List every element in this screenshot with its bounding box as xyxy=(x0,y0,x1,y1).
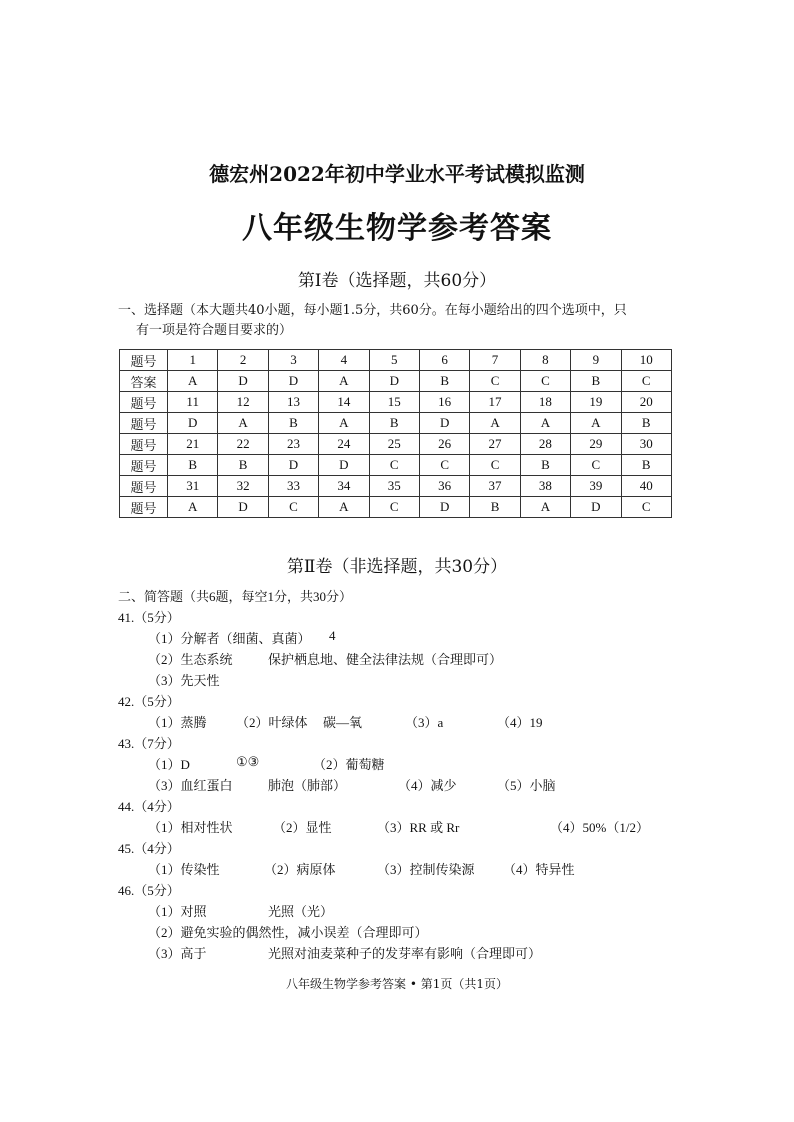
table-cell: B xyxy=(218,455,268,476)
table-row-header: 题号 xyxy=(120,434,168,455)
table-cell: A xyxy=(168,371,218,392)
q46-answer-1b: 光照（光） xyxy=(268,904,334,919)
table-row xyxy=(120,392,672,413)
q43-answer-4: （4）减少 xyxy=(398,778,457,793)
table-cell: B xyxy=(369,413,419,434)
table-cell: 38 xyxy=(520,476,570,497)
table-cell: B xyxy=(621,413,671,434)
q43-answer-3: （3）血红蛋白 xyxy=(148,778,233,793)
table-cell: C xyxy=(268,497,318,518)
q44-answer-3: （3）RR 或 Rr xyxy=(377,820,460,835)
table-row xyxy=(120,434,672,455)
table-cell: A xyxy=(168,497,218,518)
part2-heading: 第Ⅱ卷（非选择题，共30分） xyxy=(286,557,508,577)
table-cell: 21 xyxy=(168,434,218,455)
table-row xyxy=(120,497,672,518)
table-cell: B xyxy=(520,455,570,476)
table-cell: 39 xyxy=(571,476,621,497)
q46-answer-3b: 光照对油麦菜种子的发芽率有影响（合理即可） xyxy=(268,946,542,961)
q43-title: 43.（7分） xyxy=(118,736,180,751)
table-cell: 27 xyxy=(470,434,520,455)
table-cell: 32 xyxy=(218,476,268,497)
table-cell: B xyxy=(571,371,621,392)
section1-instructions: 一、选择题（本大题共40小题，每小题1.5分，共60分。在每小题给出的四个选项中，只 xyxy=(118,303,627,318)
table-cell: 16 xyxy=(419,392,469,413)
table-cell: 24 xyxy=(319,434,369,455)
table-cell: 12 xyxy=(218,392,268,413)
table-cell: D xyxy=(268,455,318,476)
table-cell: 30 xyxy=(621,434,671,455)
table-cell: A xyxy=(571,413,621,434)
table-cell: A xyxy=(319,497,369,518)
table-cell: 25 xyxy=(369,434,419,455)
table-row-header: 题号 xyxy=(120,413,168,434)
table-cell: 29 xyxy=(571,434,621,455)
q42-answer-2b: 碳—氧 xyxy=(323,715,363,730)
table-cell: 11 xyxy=(168,392,218,413)
q45-answer-1: （1）传染性 xyxy=(148,862,220,877)
section2-instructions: 二、简答题（共6题，每空1分，共30分） xyxy=(118,589,353,604)
table-cell: 35 xyxy=(369,476,419,497)
table-cell: 37 xyxy=(470,476,520,497)
table-cell: B xyxy=(470,497,520,518)
table-cell: A xyxy=(520,497,570,518)
table-row xyxy=(120,350,672,371)
q41-answer-3: （3）先天性 xyxy=(148,673,220,688)
q43-answer-5: （5）小脑 xyxy=(497,778,556,793)
table-cell: 31 xyxy=(168,476,218,497)
table-cell: D xyxy=(218,497,268,518)
table-cell: 36 xyxy=(419,476,469,497)
table-cell: 4 xyxy=(319,350,369,371)
q44-answer-4: （4）50%（1/2） xyxy=(550,820,649,835)
q45-title: 45.（4分） xyxy=(118,841,180,856)
table-cell: C xyxy=(571,455,621,476)
table-cell: 15 xyxy=(369,392,419,413)
q42-answer-2: （2）叶绿体 xyxy=(236,715,308,730)
table-cell: B xyxy=(419,371,469,392)
table-cell: 17 xyxy=(470,392,520,413)
q42-title: 42.（5分） xyxy=(118,694,180,709)
table-cell: B xyxy=(268,413,318,434)
q44-title: 44.（4分） xyxy=(118,799,180,814)
table-cell: C xyxy=(419,455,469,476)
table-row xyxy=(120,476,672,497)
table-cell: 8 xyxy=(520,350,570,371)
q41-answer-1b: 4 xyxy=(329,628,336,643)
q46-answer-3: （3）高于 xyxy=(148,946,207,961)
table-row-header: 题号 xyxy=(120,455,168,476)
table-cell: A xyxy=(520,413,570,434)
q46-title: 46.（5分） xyxy=(118,883,180,898)
table-cell: 33 xyxy=(268,476,318,497)
q46-answer-1: （1）对照 xyxy=(148,904,207,919)
table-cell: D xyxy=(218,371,268,392)
table-cell: 6 xyxy=(419,350,469,371)
table-cell: 22 xyxy=(218,434,268,455)
q43-answer-1: （1）D xyxy=(148,757,190,772)
q41-title: 41.（5分） xyxy=(118,610,180,625)
table-cell: 26 xyxy=(419,434,469,455)
table-cell: C xyxy=(470,455,520,476)
part1-heading: 第Ⅰ卷（选择题，共60分） xyxy=(297,271,497,291)
table-cell: D xyxy=(268,371,318,392)
table-cell: B xyxy=(168,455,218,476)
q43-answer-3b: 肺泡（肺部） xyxy=(268,778,347,793)
table-row-header: 题号 xyxy=(120,476,168,497)
document-title: 八年级生物学参考答案 xyxy=(242,211,552,246)
table-cell: C xyxy=(369,455,419,476)
table-cell: D xyxy=(369,371,419,392)
table-cell: C xyxy=(621,371,671,392)
table-cell: 19 xyxy=(571,392,621,413)
q46-answer-2: （2）避免实验的偶然性，减小误差（合理即可） xyxy=(148,925,428,940)
table-row-header: 题号 xyxy=(120,350,168,371)
q42-answer-1: （1）蒸腾 xyxy=(148,715,207,730)
table-cell: C xyxy=(621,497,671,518)
q44-answer-1: （1）相对性状 xyxy=(148,820,233,835)
table-row xyxy=(120,455,672,476)
table-cell: A xyxy=(319,371,369,392)
q42-answer-3: （3）a xyxy=(405,715,444,730)
table-cell: D xyxy=(571,497,621,518)
table-cell: D xyxy=(419,497,469,518)
table-cell: 13 xyxy=(268,392,318,413)
table-row xyxy=(120,413,672,434)
table-cell: 18 xyxy=(520,392,570,413)
q43-answer-1b: ①③ xyxy=(236,754,260,769)
exam-title: 德宏州2022年初中学业水平考试模拟监测 xyxy=(209,162,585,186)
table-cell: 40 xyxy=(621,476,671,497)
table-cell: C xyxy=(369,497,419,518)
table-cell: 34 xyxy=(319,476,369,497)
table-cell: 7 xyxy=(470,350,520,371)
table-cell: 5 xyxy=(369,350,419,371)
table-cell: C xyxy=(520,371,570,392)
table-cell: 10 xyxy=(621,350,671,371)
q44-answer-2: （2）显性 xyxy=(273,820,332,835)
table-cell: A xyxy=(470,413,520,434)
q45-answer-4: （4）特异性 xyxy=(503,862,575,877)
q45-answer-2: （2）病原体 xyxy=(264,862,336,877)
table-cell: D xyxy=(419,413,469,434)
q43-answer-2: （2）葡萄糖 xyxy=(313,757,385,772)
table-cell: 1 xyxy=(168,350,218,371)
q45-answer-3: （3）控制传染源 xyxy=(377,862,475,877)
table-cell: 28 xyxy=(520,434,570,455)
table-row-header: 答案 xyxy=(120,371,168,392)
table-cell: D xyxy=(168,413,218,434)
table-cell: A xyxy=(319,413,369,434)
table-row-header: 题号 xyxy=(120,497,168,518)
section1-instructions-cont: 有一项是符合题目要求的） xyxy=(136,323,293,338)
q41-answer-2: （2）生态系统 xyxy=(148,652,233,667)
table-cell: 20 xyxy=(621,392,671,413)
answer-table xyxy=(119,349,672,518)
table-row-header: 题号 xyxy=(120,392,168,413)
table-cell: C xyxy=(470,371,520,392)
table-row xyxy=(120,371,672,392)
table-cell: 2 xyxy=(218,350,268,371)
table-cell: 9 xyxy=(571,350,621,371)
q41-answer-2b: 保护栖息地、健全法律法规（合理即可） xyxy=(268,652,503,667)
table-cell: D xyxy=(319,455,369,476)
table-cell: A xyxy=(218,413,268,434)
table-cell: 3 xyxy=(268,350,318,371)
q41-answer-1: （1）分解者（细菌、真菌） xyxy=(148,631,311,646)
table-cell: 14 xyxy=(319,392,369,413)
page-footer: 八年级生物学参考答案 • 第1页（共1页） xyxy=(286,977,508,991)
table-cell: B xyxy=(621,455,671,476)
table-cell: 23 xyxy=(268,434,318,455)
q42-answer-4: （4）19 xyxy=(497,715,543,730)
